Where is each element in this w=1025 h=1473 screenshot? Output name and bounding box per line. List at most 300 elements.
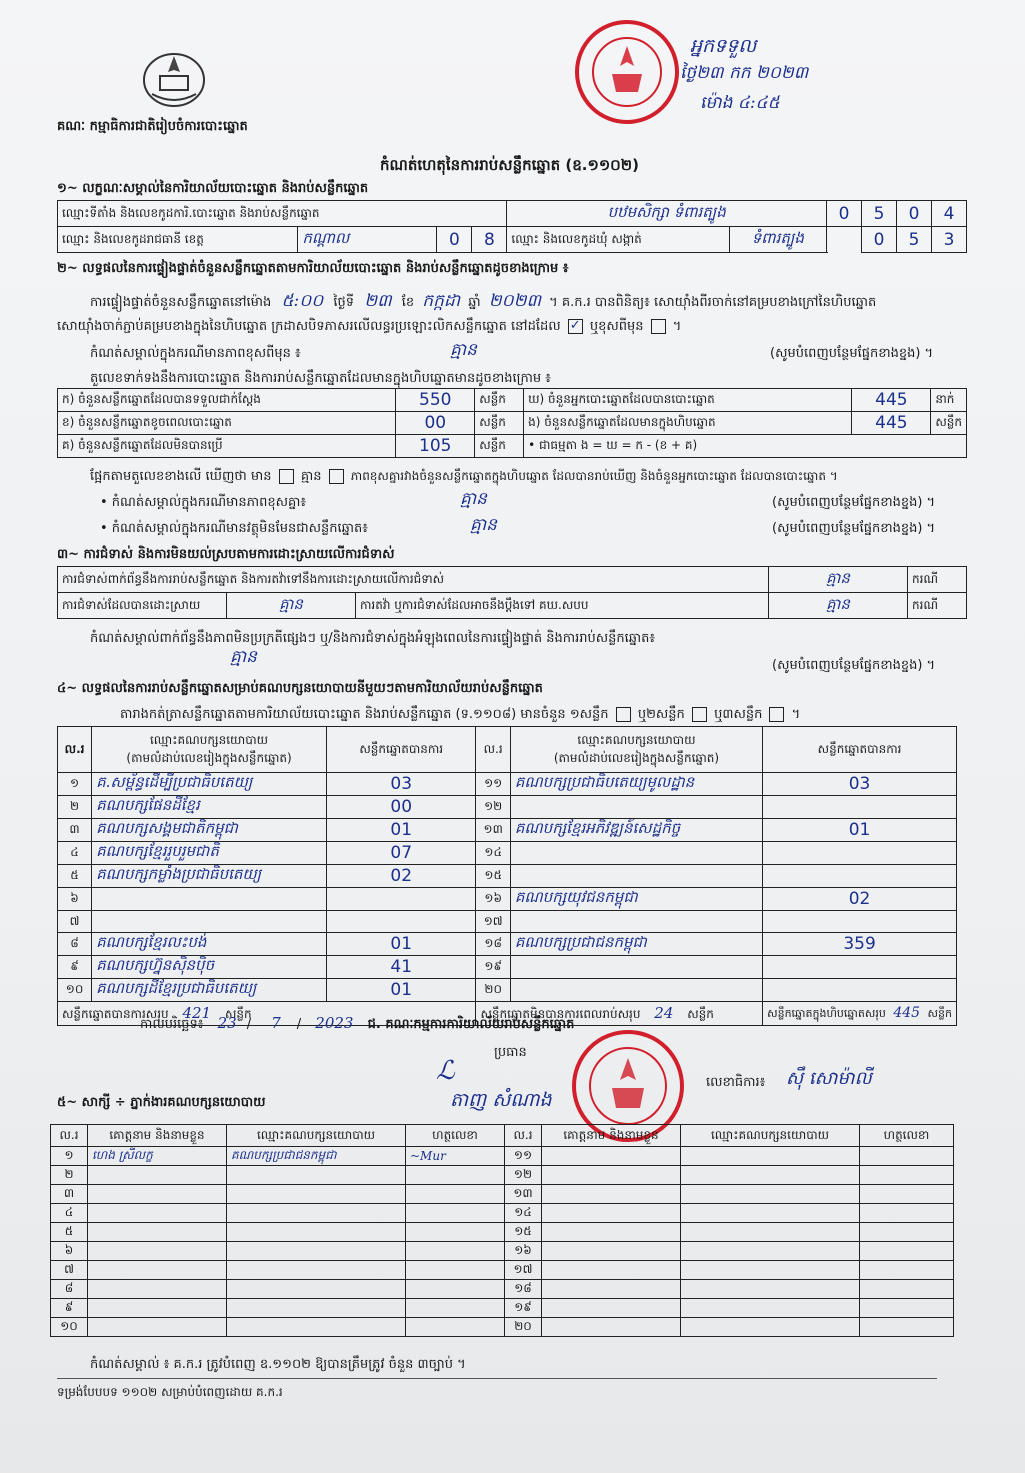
count-b-label: ខ) ចំនួនសន្លឹកឆ្នោតខូចពេលបោះឆ្នោត <box>58 412 396 435</box>
total-invalid-value: 24 <box>654 1003 674 1022</box>
witness-name-right <box>542 1261 681 1280</box>
result-party-left <box>92 888 327 911</box>
witness-sign-right <box>860 1166 954 1185</box>
count-d-label: ឃ) ចំនួនអ្នកបោះឆ្នោតដែលបានបោះឆ្នោត <box>524 389 852 412</box>
total-box-label: សន្លឹកឆ្នោតក្នុងហិបឆ្នោតសរុប <box>767 1006 886 1020</box>
result-party-right <box>510 956 762 979</box>
witness-no-right: ១៧ <box>505 1261 542 1280</box>
result-no-left: ១០ <box>58 979 92 1002</box>
witness-row <box>51 1147 954 1166</box>
commune-code-3: 3 <box>932 227 967 253</box>
witness-name-right <box>542 1242 681 1261</box>
result-no-right: ១១ <box>476 773 510 796</box>
col-party-left <box>92 727 327 773</box>
national-emblem-logo <box>138 44 210 112</box>
witness-party-right <box>681 1318 860 1337</box>
witness-sign-left: ~Mur <box>406 1147 505 1166</box>
col-party-left-sub: (តាមលំដាប់លេខរៀងក្នុងសន្លឹកឆ្នោត) <box>126 750 292 765</box>
result-party-right <box>510 865 762 888</box>
total-invalid-unit: សន្លឹក <box>687 1006 714 1021</box>
province-code-2: 8 <box>472 227 507 253</box>
two-sheet-label: ឬ២សន្លឹក <box>637 707 685 722</box>
result-row <box>58 888 957 911</box>
verification-text-e: ។ គ.ក.រ បានពិនិត្យ៖ សោយ៉ាំងពីរចាក់នៅគម្របខាងក្រៅនៃហិបឆ្នោត <box>549 295 877 310</box>
receipt-handwriting-2: ថ្ងៃ២៣ កក ២០២៣ <box>680 63 809 83</box>
change-note-value: គ្មាន <box>450 340 477 360</box>
witness-party-left <box>227 1223 406 1242</box>
result-no-right: ១៦ <box>476 888 510 911</box>
witness-sign-right <box>860 1261 954 1280</box>
witness-name-right <box>542 1204 681 1223</box>
verification-time: ៥:០០ <box>281 291 324 311</box>
result-votes-left: 07 <box>326 842 476 865</box>
chair-name: តាញ សំណាង <box>450 1089 552 1111</box>
witness-sign-left <box>406 1318 505 1337</box>
count-b-unit: សន្លឹក <box>475 412 524 435</box>
count-table <box>57 388 967 458</box>
result-party-left: គណបក្សសង្គមជាតិកម្ពុជា <box>92 819 327 842</box>
witness-party-left <box>227 1204 406 1223</box>
witness-sign-left <box>406 1280 505 1299</box>
bullet2-fill: (សូមបំពេញបន្ថែមផ្នែកខាងខ្នង) ។ <box>772 521 936 536</box>
witness-body <box>51 1147 954 1337</box>
witness-no-left: ៧ <box>51 1261 88 1280</box>
result-no-right: ១៣ <box>476 819 510 842</box>
discrepancy-text-a: ផ្អែកតាមតួលេខខាងលើ ឃើញថា មាន <box>90 469 272 484</box>
org-line: គណៈ កម្មាធិការជាតិរៀបចំការបោះឆ្នោត <box>57 119 248 134</box>
objection-value: គ្មាន <box>769 567 908 593</box>
result-party-right <box>510 979 762 1002</box>
witness-no-right: ១៦ <box>505 1242 542 1261</box>
result-votes-right <box>763 911 957 933</box>
witness-party-right <box>681 1280 860 1299</box>
station-code-2: 5 <box>862 201 897 227</box>
date-month: 7 <box>271 1014 281 1032</box>
result-party-right: គណបក្សខ្មែរអភិវឌ្ឍន៍សេដ្ឋកិច្ច <box>510 819 762 842</box>
result-party-right: គណបក្សប្រជាធិបតេយ្យមូលដ្ឋាន <box>510 773 762 796</box>
witness-row <box>51 1299 954 1318</box>
discrepancy-text-b: ភាពខុសគ្នារវាងចំនួនសន្លឹកឆ្នោតក្នុងហិបឆ្នោត ដែលបានរាប់ឃើញ និងចំនួនអ្នកបោះឆ្នោត ដែលបានបោះឆ្នោត ។ <box>350 469 838 483</box>
bullet1-fill: (សូមបំពេញបន្ថែមផ្នែកខាងខ្នង) ។ <box>772 495 936 510</box>
witness-no-right: ១៣ <box>505 1185 542 1204</box>
witness-row <box>51 1242 954 1261</box>
result-row <box>58 796 957 819</box>
witness-sign-left <box>406 1299 505 1318</box>
no-diff-checkbox[interactable] <box>329 469 344 484</box>
result-votes-right: 03 <box>763 773 957 796</box>
bullet1-line <box>100 489 960 513</box>
receipt-handwriting-1: អ្នកទទួល <box>690 35 757 57</box>
verification-text-a: ការផ្ទៀងផ្ទាត់ចំនួនសន្លឹកឆ្នោតនៅម៉ោង <box>90 295 272 310</box>
witness-sign-left <box>406 1204 505 1223</box>
one-sheet-checkbox[interactable] <box>616 707 631 722</box>
commune-label: ឈ្មោះ និងលេខកូដឃុំ សង្កាត់ <box>507 227 729 253</box>
witness-no-right: ១៥ <box>505 1223 542 1242</box>
result-party-left: គ.សម្ព័ន្ធដើម្បីប្រជាធិបតេយ្យ <box>92 773 327 796</box>
results-table <box>57 726 957 1026</box>
appeal-label: ការតវ៉ា ឬការជំទាស់ដែលអាចនឹងប្ដឹងទៅ គឃ.សបប <box>356 593 769 619</box>
date-line: កាលបរិច្ឆេទ៖ 23 / 7 / 2023 ជ. គណៈកម្មការការិយាល័យរាប់សន្លឹកឆ្នោត <box>140 1014 575 1032</box>
change-note-label: កំណត់សម្គាល់ក្នុងករណីមានភាពខុសពីមុន ៖ <box>90 346 301 361</box>
witness-row <box>51 1223 954 1242</box>
witness-no-left: ១ <box>51 1147 88 1166</box>
result-votes-left: 00 <box>326 796 476 819</box>
result-no-left: ១ <box>58 773 92 796</box>
result-party-left: គណបក្សខ្មែររួបរួមជាតិ <box>92 842 327 865</box>
station-code-4: 4 <box>932 201 967 227</box>
official-seal-stamp <box>572 18 682 126</box>
irregularity-note-fill: (សូមបំពេញបន្ថែមផ្នែកខាងខ្នង) ។ <box>772 658 936 673</box>
total-invalid-label: សន្លឹកឆ្នោតមិនបានការពេលរាប់សរុប <box>480 1006 641 1021</box>
results-body <box>58 773 957 1002</box>
section2-heading: ២~ លទ្ធផលនៃការផ្ទៀងផ្ទាត់ចំនួនសន្លឹកឆ្នោតតាមការិយាល័យបោះឆ្នោត និងរាប់សន្លឹកឆ្នោតដូចខាងក្រោម ៖ <box>57 261 569 276</box>
result-votes-right <box>763 865 957 888</box>
irregularity-note-label: កំណត់សម្គាល់ពាក់ព័ន្ធនឹងភាពមិនប្រក្រតីផ្សេងៗ ឬ/និងការជំទាស់ក្នុងអំឡុងពេលនៃការផ្ទៀងផ្ទាត់ និងការរាប់សន្លឹកឆ្នោត៖ <box>90 631 656 646</box>
result-votes-right <box>763 979 957 1002</box>
witness-party-right <box>681 1147 860 1166</box>
bullet1-label: • កំណត់សម្គាល់ក្នុងករណីមានភាពខុសគ្នា៖ <box>100 495 307 510</box>
w-col-no-left: ល.រ <box>51 1125 88 1147</box>
section4-heading: ៤~ លទ្ធផលនៃការរាប់សន្លឹកឆ្នោតសម្រាប់គណបក្សនយោបាយនីមួយៗតាមការិយាល័យរាប់សន្លឹកឆ្នោត <box>57 681 543 696</box>
result-votes-left <box>326 911 476 933</box>
witness-no-left: ៨ <box>51 1280 88 1299</box>
result-votes-left <box>326 888 476 911</box>
witness-sign-right <box>860 1242 954 1261</box>
col-party-right-sub: (តាមលំដាប់លេខរៀងក្នុងសន្លឹកឆ្នោត) <box>553 750 720 765</box>
verification-text-d: ឆ្នាំ <box>468 295 481 310</box>
secretary-label: លេខាធិការ៖ <box>706 1075 766 1090</box>
witness-party-left <box>227 1280 406 1299</box>
count-d-value: 445 <box>852 389 931 412</box>
bullet2-value: គ្មាន <box>470 515 497 535</box>
result-votes-right <box>763 956 957 979</box>
same-checkbox[interactable]: ✓ <box>568 319 583 334</box>
total-valid-unit: សន្លឹក <box>224 1006 252 1021</box>
result-votes-left: 03 <box>326 773 476 796</box>
col-party-right-title: ឈ្មោះគណបក្សនយោបាយ <box>577 732 696 747</box>
result-row <box>58 773 957 796</box>
result-row <box>58 865 957 888</box>
result-no-left: ៥ <box>58 865 92 888</box>
witness-party-left <box>227 1185 406 1204</box>
count-c-value: 105 <box>396 435 475 458</box>
witness-sign-left <box>406 1185 505 1204</box>
result-votes-right: 01 <box>763 819 957 842</box>
count-intro: តួលេខទាក់ទងនឹងការបោះឆ្នោត និងការរាប់សន្លឹកឆ្នោតដែលមានក្នុងហិបឆ្នោតមានដូចខាងក្រោម ៖ <box>90 371 551 386</box>
count-formula: • ជាធម្មតា ង = ឃ = ក - (ខ + គ) <box>524 435 967 458</box>
appeal-value: គ្មាន <box>769 593 908 619</box>
polling-station-label: ឈ្មោះទីតាំង និងលេខកូដការិ.បោះឆ្នោត និងរាប់សន្លឹកឆ្នោត <box>58 201 507 227</box>
witness-sign-right <box>860 1318 954 1337</box>
witness-row <box>51 1261 954 1280</box>
station-code-1: 0 <box>827 201 862 227</box>
objection-label: ការជំទាស់ពាក់ព័ន្ធនឹងការរាប់សន្លឹកឆ្នោត និងការតវ៉ាទៅនឹងការដោះស្រាយលើការជំទាស់ <box>58 567 769 593</box>
witness-sign-left <box>406 1166 505 1185</box>
result-party-left: គណបក្សខ្មែរលះបង់ <box>92 933 327 956</box>
witness-row <box>51 1166 954 1185</box>
witness-no-right: ១៩ <box>505 1299 542 1318</box>
witness-no-right: ១៨ <box>505 1280 542 1299</box>
witness-sign-left <box>406 1242 505 1261</box>
three-sheet-label: ឬ៣សន្លឹក <box>714 707 763 722</box>
w-col-no-right: ល.រ <box>505 1125 542 1147</box>
witness-no-left: ៥ <box>51 1223 88 1242</box>
footer-rule <box>57 1378 937 1379</box>
commune-value: ទំពារត្បូង <box>729 227 826 253</box>
w-col-party-right: ឈ្មោះគណបក្សនយោបាយ <box>681 1125 860 1147</box>
result-party-right: គណបក្សប្រជាជនកម្ពុជា <box>510 933 762 956</box>
irregularity-note-value: គ្មាន <box>230 647 257 667</box>
result-no-right: ១៨ <box>476 933 510 956</box>
result-votes-left: 01 <box>326 819 476 842</box>
date-label: កាលបរិច្ឆេទ៖ <box>140 1017 204 1032</box>
result-party-left: គណបក្សដីខ្មែរប្រជាធិបតេយ្យ <box>92 979 327 1002</box>
w-col-name-left: គោត្តនាម និងនាមខ្លួន <box>88 1125 227 1147</box>
witness-party-right <box>681 1204 860 1223</box>
three-sheet-checkbox[interactable] <box>769 707 784 722</box>
result-no-right: ១៤ <box>476 842 510 865</box>
result-votes-left: 41 <box>326 956 476 979</box>
verification-line-2: សោយ៉ាំងចាក់ភ្ជាប់គម្របខាងក្នុងនៃហិបឆ្នោត ក្រដាសបិទភាសរលើលន្ធរប្រឡោះលិកសន្លឹកឆ្នោត នៅដដែល ✓ ឬខុសពីមុន ។ <box>57 318 682 334</box>
witness-no-left: ៣ <box>51 1185 88 1204</box>
witness-no-right: ១១ <box>505 1147 542 1166</box>
witness-row <box>51 1280 954 1299</box>
witness-no-left: ៤ <box>51 1204 88 1223</box>
result-no-left: ២ <box>58 796 92 819</box>
witness-no-left: ៩ <box>51 1299 88 1318</box>
result-votes-left: 01 <box>326 933 476 956</box>
none-label: គ្មាន <box>300 469 322 484</box>
witness-no-right: ១៤ <box>505 1204 542 1223</box>
resolved-value: គ្មាន <box>227 593 356 619</box>
result-party-right <box>510 796 762 819</box>
witness-name-right <box>542 1185 681 1204</box>
witness-party-left <box>227 1299 406 1318</box>
witness-name-left <box>88 1204 227 1223</box>
result-row <box>58 842 957 865</box>
result-row <box>58 956 957 979</box>
has-diff-checkbox[interactable] <box>279 469 294 484</box>
witness-name-left <box>88 1223 227 1242</box>
verification-year: ២០២៣ <box>488 291 542 311</box>
section5-heading: ៥~ សាក្សី ÷ ភ្នាក់ងារគណបក្សនយោបាយ <box>57 1095 266 1110</box>
witness-row <box>51 1204 954 1223</box>
witness-name-left <box>88 1242 227 1261</box>
witness-party-left <box>227 1166 406 1185</box>
verification-text-c: ខែ <box>401 295 415 310</box>
section3-heading: ៣~ ការជំទាស់ និងការមិនយល់ស្របតាមការដោះស្រាយលើការជំទាស់ <box>57 547 395 562</box>
date-year: 2023 <box>315 1014 354 1032</box>
result-row <box>58 979 957 1002</box>
changed-checkbox[interactable] <box>651 319 666 334</box>
result-party-left <box>92 911 327 933</box>
result-no-right: ១៩ <box>476 956 510 979</box>
objection-unit: ករណី <box>908 567 967 593</box>
witness-party-right <box>681 1166 860 1185</box>
count-c-unit: សន្លឹក <box>475 435 524 458</box>
col-party-right <box>510 727 762 773</box>
witness-party-right <box>681 1185 860 1204</box>
footer-note: កំណត់សម្គាល់ ៖ គ.ក.រ ត្រូវបំពេញ ឧ.១១០២ ឱ្យបានត្រឹមត្រូវ ចំនួន ៣ច្បាប់ ។ <box>90 1357 466 1372</box>
result-no-left: ៨ <box>58 933 92 956</box>
count-d-unit: នាក់ <box>931 389 967 412</box>
result-no-left: ៣ <box>58 819 92 842</box>
total-box-value: 445 <box>893 1004 921 1021</box>
w-col-sign-left: ហត្ថលេខា <box>406 1125 505 1147</box>
witness-name-right <box>542 1299 681 1318</box>
witness-party-left: គណបក្សប្រជាជនកម្ពុជា <box>227 1147 406 1166</box>
result-no-left: ៦ <box>58 888 92 911</box>
result-votes-right <box>763 796 957 819</box>
witness-no-left: ៦ <box>51 1242 88 1261</box>
witness-no-left: ១០ <box>51 1318 88 1337</box>
witness-row <box>51 1185 954 1204</box>
witness-name-right <box>542 1318 681 1337</box>
resolved-label: ការជំទាស់ដែលបានដោះស្រាយ <box>58 593 227 619</box>
change-note-line <box>90 340 970 364</box>
result-votes-right <box>763 842 957 865</box>
witness-name-left <box>88 1299 227 1318</box>
result-no-right: ១២ <box>476 796 510 819</box>
total-box-unit: សន្លឹក <box>927 1006 952 1020</box>
verification-text-b: ថ្ងៃទី <box>333 295 355 310</box>
document-title: កំណត់ហេតុនៃការរាប់សន្លឹកឆ្នោត (ឧ.១១០២) <box>380 156 640 174</box>
w-col-name-right: គោត្តនាម និងនាមខ្លួន <box>542 1125 681 1147</box>
province-value: កណ្ដាល <box>298 227 437 253</box>
secretary-name: ស៊ឹ សោម៉ាលី <box>786 1068 872 1089</box>
result-party-left: គណបក្សផែនដីខ្មែរ <box>92 796 327 819</box>
witness-name-left <box>88 1185 227 1204</box>
bullet2-line <box>100 515 960 539</box>
section1-table <box>57 200 967 253</box>
result-votes-right: 02 <box>763 888 957 911</box>
witness-name-left <box>88 1318 227 1337</box>
changed-label: ឬខុសពីមុន <box>589 319 644 334</box>
province-code-1: 0 <box>437 227 472 253</box>
date-day: 23 <box>217 1014 237 1032</box>
witness-party-right <box>681 1223 860 1242</box>
witness-name-right <box>542 1223 681 1242</box>
witness-row <box>51 1318 954 1337</box>
witness-table <box>50 1124 954 1337</box>
col-party-left-title: ឈ្មោះគណបក្សនយោបាយ <box>149 732 269 747</box>
witness-name-left <box>88 1261 227 1280</box>
witness-name-right <box>542 1166 681 1185</box>
count-e-label: ង) ចំនួនសន្លឹកឆ្នោតដែលមានក្នុងហិបឆ្នោត <box>524 412 852 435</box>
witness-sign-right <box>860 1204 954 1223</box>
result-row <box>58 819 957 842</box>
section1-heading: ១~ លក្ខណៈសម្គាល់នៃការិយាល័យបោះឆ្នោត និងរាប់សន្លឹកឆ្នោត <box>57 181 369 196</box>
count-e-value: 445 <box>852 412 931 435</box>
form-line: ទម្រង់បែបបទ ១១០២ សម្រាប់បំពេញដោយ គ.ក.រ <box>57 1385 283 1399</box>
count-b-value: 00 <box>396 412 475 435</box>
witness-sign-left <box>406 1261 505 1280</box>
witness-sign-right <box>860 1223 954 1242</box>
result-row <box>58 933 957 956</box>
witness-name-left: ហេង ស្រីលក្ខ <box>88 1147 227 1166</box>
result-party-right <box>510 842 762 865</box>
change-note-fill: (សូមបំពេញបន្ថែមផ្នែកខាងខ្នង) ។ <box>770 346 934 361</box>
witness-party-right <box>681 1261 860 1280</box>
result-no-right: ១៥ <box>476 865 510 888</box>
total-valid-label: សន្លឹកឆ្នោតបានការសរុប <box>62 1006 169 1021</box>
appeal-unit: ករណី <box>908 593 967 619</box>
w-col-party-left: ឈ្មោះគណបក្សនយោបាយ <box>227 1125 406 1147</box>
result-no-right: ១៧ <box>476 911 510 933</box>
count-a-unit: សន្លឹក <box>475 389 524 412</box>
result-party-right: គណបក្សយុវជនកម្ពុជា <box>510 888 762 911</box>
col-no-left: ល.រ <box>58 727 92 773</box>
result-row <box>58 911 957 933</box>
verification-day: ២៣ <box>364 291 392 311</box>
count-a-value: 550 <box>396 389 475 412</box>
verification-month: កក្កដា <box>422 291 461 311</box>
result-party-right <box>510 911 762 933</box>
station-code-3: 0 <box>897 201 932 227</box>
committee-label: ជ. គណៈកម្មការការិយាល័យរាប់សន្លឹកឆ្នោត <box>367 1017 575 1032</box>
witness-no-right: ១២ <box>505 1166 542 1185</box>
bullet1-value: គ្មាន <box>460 489 487 509</box>
col-votes-left: សន្លឹកឆ្នោតបានការ <box>326 727 476 773</box>
result-no-left: ៩ <box>58 956 92 979</box>
witness-sign-left <box>406 1223 505 1242</box>
verification-text-2: សោយ៉ាំងចាក់ភ្ជាប់គម្របខាងក្នុងនៃហិបឆ្នោត ក្រដាសបិទភាសរលើលន្ធរប្រឡោះលិកសន្លឹកឆ្នោត នៅដដែល <box>57 319 561 334</box>
witness-name-left <box>88 1166 227 1185</box>
receipt-handwriting-3: ម៉ោង ៤:៤៥ <box>700 93 780 113</box>
chair-signature: ℒ <box>436 1056 455 1086</box>
total-valid-value: 421 <box>182 1003 212 1022</box>
col-votes-right: សន្លឹកឆ្នោតបានការ <box>763 727 957 773</box>
count-c-label: គ) ចំនួនសន្លឹកឆ្នោតដែលមិនបានប្រើ <box>58 435 396 458</box>
witness-sign-right <box>860 1280 954 1299</box>
result-no-left: ៧ <box>58 911 92 933</box>
result-party-left: គណបក្សហ្វ៊ុនស៊ិនប៉ិច <box>92 956 327 979</box>
tally-sheet-line: តារាងកត់ត្រាសន្លឹកឆ្នោតតាមការិយាល័យបោះឆ្នោត និងរាប់សន្លឹកឆ្នោត (ទ.១១០៨) មានចំនួន ១សន្លឹក ឬ២សន្លឹក ឬ៣សន្លឹក ។ <box>120 707 801 722</box>
total-box-cell <box>763 1002 957 1026</box>
col-no-right: ល.រ <box>476 727 510 773</box>
count-e-unit: សន្លឹក <box>931 412 967 435</box>
witness-no-left: ២ <box>51 1166 88 1185</box>
section3-table <box>57 566 967 619</box>
witness-sign-right <box>860 1299 954 1318</box>
result-no-right: ២០ <box>476 979 510 1002</box>
result-votes-left: 01 <box>326 979 476 1002</box>
witness-name-left <box>88 1280 227 1299</box>
province-label: ឈ្មោះ និងលេខកូដរាជធានី ខេត្ត <box>58 227 298 253</box>
witness-party-right <box>681 1242 860 1261</box>
witness-sign-right <box>860 1185 954 1204</box>
polling-station-value: បឋមសិក្សា ទំពារត្បូង <box>507 201 827 227</box>
two-sheet-checkbox[interactable] <box>692 707 707 722</box>
w-col-sign-right: ហត្ថលេខា <box>860 1125 954 1147</box>
result-no-left: ៤ <box>58 842 92 865</box>
count-a-label: ក) ចំនួនសន្លឹកឆ្នោតដែលបានទទួលជាក់ស្ដែង <box>58 389 396 412</box>
verification-line-1 <box>90 290 876 315</box>
witness-no-right: ២០ <box>505 1318 542 1337</box>
witness-sign-right <box>860 1147 954 1166</box>
chair-label: ប្រធាន <box>494 1045 527 1060</box>
witness-party-left <box>227 1318 406 1337</box>
result-votes-right: 359 <box>763 933 957 956</box>
witness-party-right <box>681 1299 860 1318</box>
result-party-left: គណបក្សកម្លាំងប្រជាធិបតេយ្យ <box>92 865 327 888</box>
bullet2-label: • កំណត់សម្គាល់ក្នុងករណីមានវត្ថុមិនមែនជាសន្លឹកឆ្នោត៖ <box>100 521 368 536</box>
commune-code-1: 0 <box>862 227 897 253</box>
witness-name-right <box>542 1280 681 1299</box>
tally-intro: តារាងកត់ត្រាសន្លឹកឆ្នោតតាមការិយាល័យបោះឆ្នោត និងរាប់សន្លឹកឆ្នោត (ទ.១១០៨) មានចំនួន ១សន្លឹក <box>120 707 609 722</box>
commune-code-2: 5 <box>897 227 932 253</box>
witness-party-left <box>227 1242 406 1261</box>
